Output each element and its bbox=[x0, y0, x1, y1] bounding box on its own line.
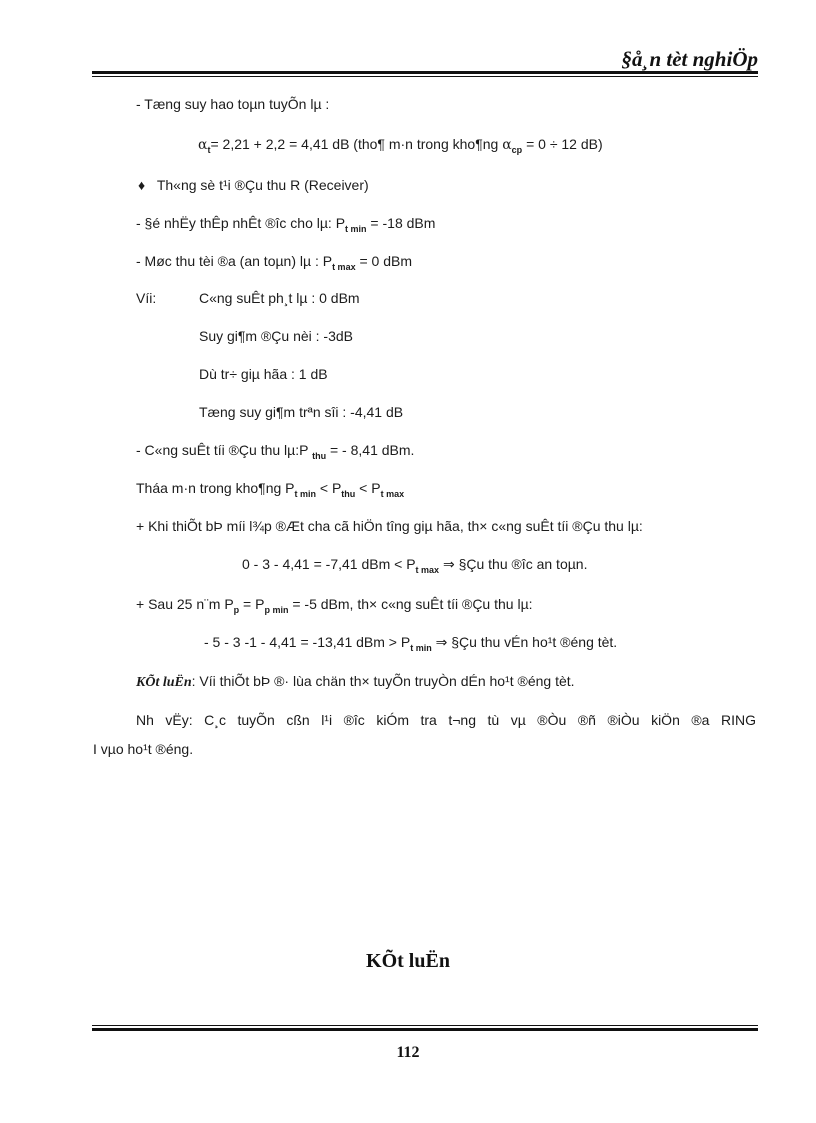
line-new-install: + Khi thiÕt bÞ míi l¾p ®Æt cha cã hiÖn tîng giµ hãa, th× c«ng suÊt tíi ®Çu thu lµ: bbox=[136, 518, 643, 534]
line-receiver-params: ♦ Th«ng sè t¹i ®Çu thu R (Receiver) bbox=[138, 177, 369, 193]
page-number: 112 bbox=[396, 1044, 420, 1061]
line-transmit-power: C«ng suÊt ph¸t lµ : 0 dBm bbox=[199, 290, 360, 306]
line-total-loss: - Tæng suy hao toµn tuyÕn lµ : bbox=[136, 96, 330, 112]
line-after-25-years: + Sau 25 n¨m $P_p = P_{p min} = -5$ dBm, th× c«ng suÊt tíi ®Çu thu lµ: bbox=[136, 596, 533, 615]
conclusion-label: KÕt luËn bbox=[136, 675, 192, 690]
line-with-label: Víi: bbox=[136, 290, 157, 306]
paragraph-summary-line2: I vµo ho¹t ®éng. bbox=[93, 741, 194, 757]
bullet-diamond-icon: ♦ bbox=[138, 177, 146, 193]
line-fiber-loss: Tæng suy gi¶m trªn sîi : -4,41 dB bbox=[199, 404, 404, 420]
line-max-receive: - Møc thu tèi ®a (an toµn) lµ : $P_{t max} = 0$ dBm bbox=[136, 253, 412, 272]
line-aging-margin: Dù tr÷ giµ hãa : 1 dB bbox=[199, 366, 328, 382]
section-heading: KÕt luËn bbox=[366, 950, 450, 972]
line-range-check: Tháa m·n trong kho¶ng $P_{t min} < P_{thu} < P_{t max}$ bbox=[136, 480, 405, 499]
line-received-power: - C«ng suÊt tíi ®Çu thu lµ:P $_{thu}$ = - 8,41 dBm. bbox=[136, 442, 415, 461]
line-sensitivity: - §é nhËy thÊp nhÊt ®îc cho lµ: $P_{t min} = -18$ dBm bbox=[136, 215, 436, 234]
footer-rule bbox=[92, 1025, 758, 1031]
line-alpha-total: $\alpha_t= 2,21 + 2,2 = 4,41$ dB (tho¶ m·n trong kho¶ng $\alpha_{cp} = 0 \div 12$ dB) bbox=[198, 136, 603, 155]
line-connector-loss: Suy gi¶m ®Çu nèi : -3dB bbox=[199, 328, 354, 344]
header-title: §å¸n tèt nghiÖp bbox=[621, 47, 758, 71]
line-conclusion-inline: KÕt luËn: Víi thiÕt bÞ ®· lùa chän th× tuyÕn truyÒn dÉn ho¹t ®éng tèt. bbox=[136, 673, 575, 690]
header-rule bbox=[92, 71, 758, 77]
line-after-25-years-calc: - 5 - 3 -1 - 4,41 = -13,41 dBm > $P_{t min}$ ⇒ §Çu thu vÉn ho¹t ®éng tèt. bbox=[204, 634, 618, 653]
paragraph-summary-line1: Nh vËy: C¸c tuyÕn cßn l¹i ®îc kiÓm tra t¬ng tù vµ ®Òu ®ñ ®iÒu kiÖn ®a RING bbox=[136, 712, 756, 728]
line-new-install-calc: 0 - 3 - 4,41 = -7,41 dBm < $P_{t max}$ ⇒ §Çu thu ®îc an toµn. bbox=[242, 556, 588, 575]
